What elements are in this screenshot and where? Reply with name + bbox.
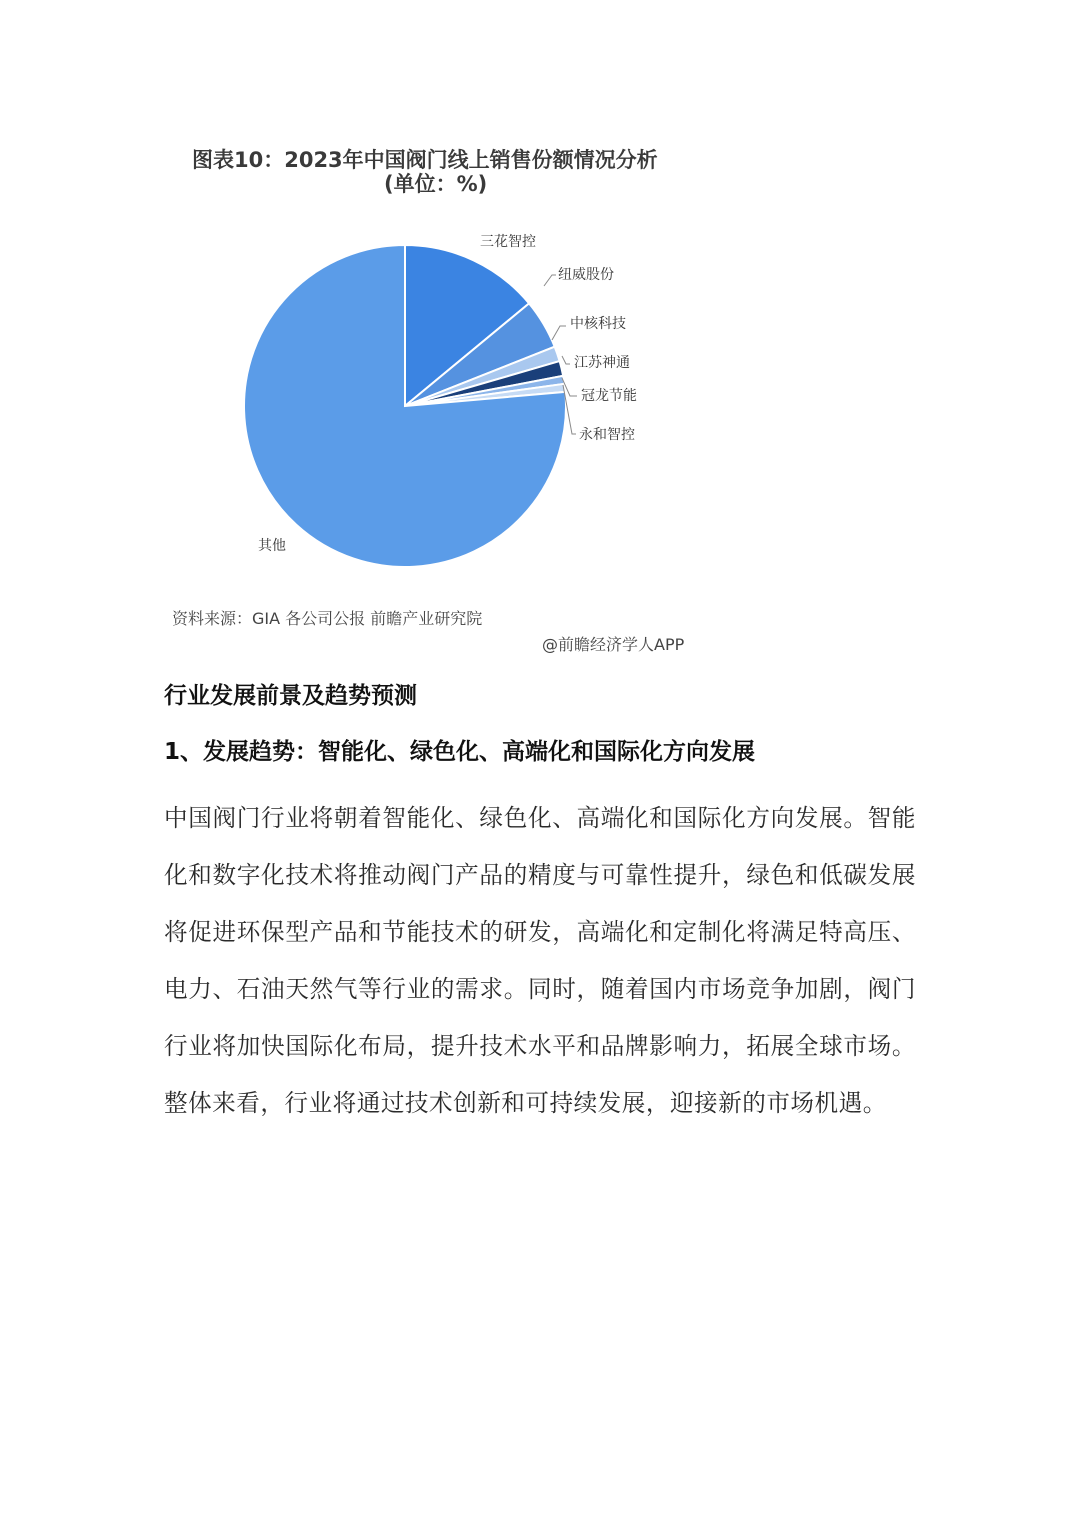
label-sanhua: 三花智控 [480,234,536,250]
label-guanlong: 冠龙节能 [581,388,637,404]
label-niuwei: 纽威股份 [558,267,614,283]
leader-line [552,326,566,340]
chart-credit: @前瞻经济学人APP [542,635,685,654]
section-heading: 行业发展前景及趋势预测 [164,683,417,709]
label-other: 其他 [258,538,286,554]
label-jiangsu: 江苏神通 [574,355,630,371]
chart-title: 图表10：2023年中国阀门线上销售份额情况分析 [192,148,658,172]
label-yonghe: 永和智控 [579,427,635,443]
leader-line [562,356,570,364]
chart-unit: (单位：%) [384,172,488,196]
chart-source: 资料来源：GIA 各公司公报 前瞻产业研究院 [172,609,483,628]
sub-heading: 1、发展趋势：智能化、绿色化、高端化和国际化方向发展 [164,739,756,765]
body-paragraph: 中国阀门行业将朝着智能化、绿色化、高端化和国际化方向发展。智能化和数字化技术将推动阀门产品的精度与可靠性提升，绿色和低碳发展将促进环保型产品和节能技术的研发，高端化和定制化将满足特高压、电力、石油天然气等行业的需求。同时，随着国内市场竞争加剧，阀门行业将加快国际化布局，提升技术水平和品牌影响力，拓展全球市场。整体来看，行业将通过技术创新和可持续发展，迎接新的市场机遇。 [164,804,916,1117]
label-zhonghe: 中核科技 [570,316,626,332]
leader-line [544,275,556,286]
